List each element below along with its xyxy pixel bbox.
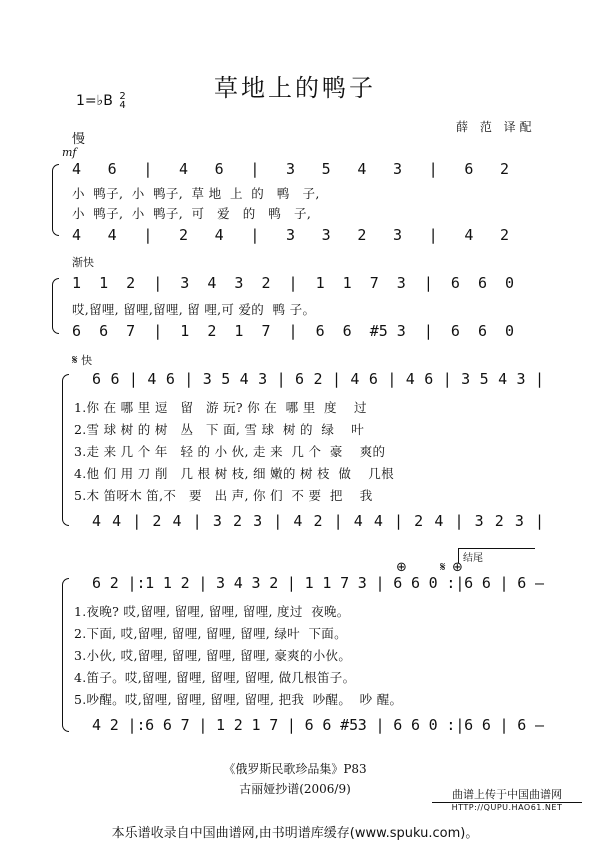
note: 1 xyxy=(180,322,190,340)
note: 6 xyxy=(393,716,403,734)
note: 4 xyxy=(179,160,189,178)
lower-notes xyxy=(0,322,590,342)
brace xyxy=(62,374,69,526)
tempo-marking-3: 快 xyxy=(81,354,93,367)
note: 0 xyxy=(505,274,515,292)
note: 6 xyxy=(92,370,102,388)
barline: |: xyxy=(127,716,146,734)
note: 2 xyxy=(500,226,510,244)
lyric-line: 小 鸭子, 小 鸭子, 草 地 上 的 鸭 子, xyxy=(72,186,320,201)
lyric-line: 哎,留哩, 留哩,留哩, 留 哩,可 爱的 鸭 子。 xyxy=(72,302,316,317)
note: 2 xyxy=(313,370,323,388)
lyric-line: 1.你 在 哪 里 逗 留 游 玩? 你 在 哪 里 度 过 xyxy=(74,400,367,415)
coda-icon: ⊕ xyxy=(396,560,407,575)
note: 1 xyxy=(99,274,109,292)
note: 3 xyxy=(258,370,268,388)
ending-label: 结尾 xyxy=(463,553,483,564)
source-citation: 《俄罗斯民歌珍品集》P83 xyxy=(223,762,367,776)
note: 6 xyxy=(92,574,102,592)
note: 1 xyxy=(342,274,352,292)
watermark-text: 曲谱上传于中国曲谱网 xyxy=(452,788,562,801)
note: 4 xyxy=(72,160,82,178)
barline: | xyxy=(288,322,298,340)
note: 4 xyxy=(350,370,360,388)
note: 3 xyxy=(253,512,263,530)
note: 6 xyxy=(162,716,172,734)
note: 6 xyxy=(481,574,491,592)
note: 4 xyxy=(172,512,182,530)
note: 2 xyxy=(269,574,279,592)
note: 6 xyxy=(424,370,434,388)
note: 3 xyxy=(396,274,406,292)
barline: | xyxy=(375,716,385,734)
note: 3 xyxy=(357,716,367,734)
note: 7 xyxy=(180,716,190,734)
note: 2 xyxy=(261,274,271,292)
barline: | xyxy=(454,512,464,530)
segno-icon-2: 𝄋 xyxy=(440,560,446,575)
note: 4 xyxy=(214,226,224,244)
note: 2 xyxy=(233,716,243,734)
barline: | xyxy=(499,574,509,592)
lyric-line: 3.小伙, 哎,留哩, 留哩, 留哩, 留哩, 豪爽的小伙。 xyxy=(74,648,352,663)
page-title: 草地上的鸭子 xyxy=(214,74,376,102)
barline: | xyxy=(184,370,194,388)
lyric-line: 3.走 来 几 个 年 轻 的 小 伙, 走 来 几 个 豪 爽的 xyxy=(74,444,386,459)
note: 4 xyxy=(92,512,102,530)
lyric-line: 5.木 笛呀木 笛,不 要 出 声, 你 们 不 要 把 我 xyxy=(74,488,373,503)
note: #5 xyxy=(340,716,359,734)
lower-notes xyxy=(0,512,590,532)
note: 4 xyxy=(293,512,303,530)
note: 4 xyxy=(498,370,508,388)
note: 6 xyxy=(477,322,487,340)
bottom-notice: 本乐谱收录自中国曲谱网,由书明谱库缓存(www.spuku.com)。 xyxy=(111,826,479,841)
barline: | xyxy=(250,160,260,178)
barline: | xyxy=(333,512,343,530)
note: 1 xyxy=(304,574,314,592)
note: 4 xyxy=(112,512,122,530)
note: 4 xyxy=(405,370,415,388)
note: 3 xyxy=(516,370,526,388)
segno-icon: 𝄋 xyxy=(72,353,78,368)
barline: | xyxy=(276,370,286,388)
upper-notes xyxy=(0,370,590,390)
note: 6 xyxy=(107,160,117,178)
note: 2 xyxy=(232,512,242,530)
barline: | xyxy=(132,512,142,530)
lower-notes xyxy=(0,716,590,736)
tempo-marking-2: 渐快 xyxy=(72,256,94,269)
note: 3 xyxy=(202,370,212,388)
copyist-credit: 古丽娅抄谱(2006/9) xyxy=(239,782,351,796)
note: 4 xyxy=(357,160,367,178)
note: 3 xyxy=(321,226,331,244)
note: 2 xyxy=(494,512,504,530)
note: 6 xyxy=(342,322,352,340)
barline: | xyxy=(331,370,341,388)
barline: | xyxy=(423,322,433,340)
note: 1 xyxy=(315,274,325,292)
note: 4 xyxy=(239,370,249,388)
note: 3 xyxy=(286,160,296,178)
note: 1 xyxy=(251,716,261,734)
note: 6 xyxy=(165,370,175,388)
barline: | xyxy=(535,370,545,388)
note: 6 xyxy=(464,716,474,734)
note: 3 xyxy=(474,512,484,530)
note: 4 xyxy=(147,370,157,388)
note: 2 xyxy=(126,274,136,292)
barline: | xyxy=(442,370,452,388)
note: 3 xyxy=(286,226,296,244)
watermark xyxy=(432,786,582,812)
ending-bracket xyxy=(458,548,535,563)
barline: :| xyxy=(446,716,465,734)
note: 4 xyxy=(233,574,243,592)
barline: | xyxy=(423,274,433,292)
note: 4 xyxy=(353,512,363,530)
note: 6 xyxy=(393,574,403,592)
note: 6 xyxy=(464,574,474,592)
barline: | xyxy=(394,512,404,530)
note: 6 xyxy=(464,160,474,178)
barline: | xyxy=(273,512,283,530)
barline: | xyxy=(535,512,545,530)
key-signature xyxy=(76,92,126,110)
note: 6 xyxy=(322,716,332,734)
note: 3 xyxy=(216,574,226,592)
barline: | xyxy=(499,716,509,734)
note: 6 xyxy=(99,322,109,340)
note: 6 xyxy=(315,322,325,340)
note: 2 xyxy=(180,574,190,592)
time-signature xyxy=(119,92,125,110)
lyric-line: 2.雪 球 树 的 树 丛 下 面, 雪 球 树 的 绿 叶 xyxy=(74,422,365,437)
barline: | xyxy=(192,512,202,530)
note: 3 xyxy=(393,226,403,244)
note: 3 xyxy=(357,574,367,592)
note: 3 xyxy=(396,322,406,340)
barline: | xyxy=(153,274,163,292)
barline: |: xyxy=(127,574,146,592)
note: 0 xyxy=(428,716,438,734)
lyric-line: 2.下面, 哎,留哩, 留哩, 留哩, 留哩, 绿叶 下面。 xyxy=(74,626,347,641)
time-bottom: 4 xyxy=(119,100,126,111)
note: 0 xyxy=(505,322,515,340)
note: 3 xyxy=(393,160,403,178)
note: 3 xyxy=(461,370,471,388)
lower-notes xyxy=(0,226,590,246)
lyric-line: 1.夜晚? 哎,留哩, 留哩, 留哩, 留哩, 度过 夜晚。 xyxy=(74,604,350,619)
note: 6 xyxy=(110,370,120,388)
segno-tempo xyxy=(72,352,92,368)
barline: | xyxy=(198,574,208,592)
note: 2 xyxy=(152,512,162,530)
note: 7 xyxy=(269,716,279,734)
note: 3 xyxy=(234,274,244,292)
note: #5 xyxy=(369,322,388,340)
note: 6 xyxy=(517,716,527,734)
note: 4 xyxy=(72,226,82,244)
note: 2 xyxy=(207,322,217,340)
note: 6 xyxy=(517,574,527,592)
note: 2 xyxy=(414,512,424,530)
note: 6 xyxy=(368,370,378,388)
barline: | xyxy=(286,574,296,592)
note: 5 xyxy=(221,370,231,388)
barline: | xyxy=(128,370,138,388)
barline: | xyxy=(428,226,438,244)
note: 4 xyxy=(373,512,383,530)
note: 6 xyxy=(145,716,155,734)
note: 1 xyxy=(72,274,82,292)
note: 3 xyxy=(251,574,261,592)
note: 6 xyxy=(72,322,82,340)
lyric-line: 4.他 们 用 刀 削 几 根 树 枝, 细 嫩的 树 枝 做 几根 xyxy=(74,466,394,481)
note: 1 xyxy=(145,574,155,592)
lyric-line: 小 鸭子, 小 鸭子, 可 爱 的 鸭 子, xyxy=(72,206,312,221)
note: 5 xyxy=(479,370,489,388)
note: 2 xyxy=(313,512,323,530)
barline: | xyxy=(198,716,208,734)
barline: | xyxy=(387,370,397,388)
key-text: 1=♭B xyxy=(76,93,113,109)
note: 7 xyxy=(126,322,136,340)
note: 6 xyxy=(477,274,487,292)
barline: | xyxy=(375,574,385,592)
note: 6 xyxy=(450,322,460,340)
barline: | xyxy=(288,274,298,292)
note: 4 xyxy=(434,512,444,530)
barline: | xyxy=(143,226,153,244)
note: 1 xyxy=(234,322,244,340)
note: 2 xyxy=(500,160,510,178)
note: 1 xyxy=(322,574,332,592)
brace xyxy=(62,578,69,732)
barline: | xyxy=(286,716,296,734)
barline: | xyxy=(143,160,153,178)
barline: | xyxy=(250,226,260,244)
tempo-marking: 慢 xyxy=(72,132,86,147)
lyric-line: 5.吵醒。哎,留哩, 留哩, 留哩, 留哩, 把我 吵醒。 吵 醒。 xyxy=(74,692,403,707)
upper-notes xyxy=(0,274,590,294)
note: 6 xyxy=(410,716,420,734)
watermark-url: HTTP://QUPU.HAO61.NET xyxy=(432,802,582,812)
note: 6 xyxy=(304,716,314,734)
note: 4 xyxy=(92,716,102,734)
note: 6 xyxy=(295,370,305,388)
upper-notes xyxy=(0,574,590,594)
credit: 薛 范 译配 xyxy=(456,120,536,134)
lyric-line: 4.笛子。哎,留哩, 留哩, 留哩, 留哩, 做几根笛子。 xyxy=(74,670,356,685)
coda-icon-2: ⊕ xyxy=(452,560,463,575)
dynamic-marking: mf xyxy=(62,146,77,159)
upper-notes xyxy=(0,160,590,180)
note: 4 xyxy=(107,226,117,244)
note: 6 xyxy=(214,160,224,178)
note: 2 xyxy=(357,226,367,244)
note: – xyxy=(535,716,545,734)
note: 7 xyxy=(369,274,379,292)
barline: | xyxy=(428,160,438,178)
note: 5 xyxy=(321,160,331,178)
note: 0 xyxy=(428,574,438,592)
barline: | xyxy=(153,322,163,340)
note: 4 xyxy=(207,274,217,292)
note: 3 xyxy=(514,512,524,530)
note: 2 xyxy=(109,716,119,734)
note: 2 xyxy=(179,226,189,244)
note: 7 xyxy=(261,322,271,340)
note: 6 xyxy=(450,274,460,292)
note: 6 xyxy=(481,716,491,734)
note: 3 xyxy=(212,512,222,530)
note: 1 xyxy=(162,574,172,592)
note: – xyxy=(535,574,545,592)
time-top: 2 xyxy=(119,91,126,102)
note: 2 xyxy=(109,574,119,592)
note: 3 xyxy=(180,274,190,292)
note: 7 xyxy=(340,574,350,592)
barline: :| xyxy=(446,574,465,592)
note: 1 xyxy=(216,716,226,734)
note: 6 xyxy=(410,574,420,592)
note: 4 xyxy=(464,226,474,244)
